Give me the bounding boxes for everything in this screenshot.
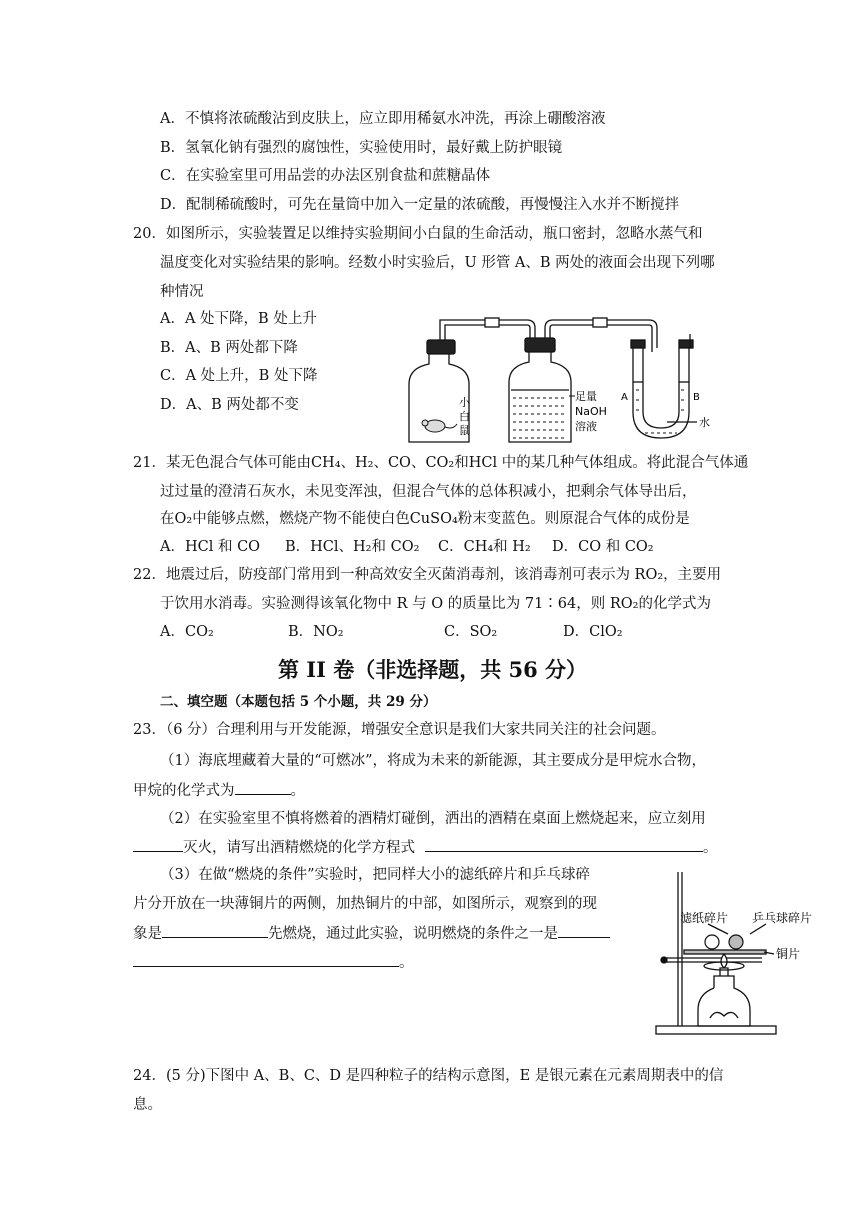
q20-stem-line3: 种情况 [160,284,204,300]
q23-blank-condition-a[interactable] [558,923,610,938]
q23-blank-ethanol-equation[interactable] [425,837,703,852]
mouse-icon [422,420,457,432]
q21-option-c: C．CH₄和 H₂ [438,539,531,555]
q23-part2-line1: （2）在实验室里不慎将燃着的酒精灯碰倒，洒出的酒精在桌面上燃烧起来，应立刻用 [160,811,706,827]
q23-blank-first-burn[interactable] [162,923,268,938]
q22-option-b: B．NO₂ [288,624,344,640]
q22-stem-line2: 于饮用水消毒。实验测得该氧化物中 R 与 O 的质量比为 71∶64，则 RO₂的化学式为 [160,596,711,612]
q19-option-c: C．在实验室里可用品尝的办法区别食盐和蔗糖晶体 [160,168,491,184]
q23-part3-end: 。 [399,955,414,971]
q23-part3-line1: （3）在做“燃烧的条件”实验时，把同样大小的滤纸碎片和乒乓球碎 [160,867,591,883]
q20-stem-line1: 20．如图所示，实验装置足以维持实验期间小白鼠的生命活动，瓶口密封，忽略水蒸气和 [133,226,703,242]
fig-label-b: B [693,392,700,403]
q23-part3-text-b: 先燃烧，通过此实验，说明燃烧的条件之一是 [268,926,558,942]
q23-intro: 23．（6 分）合理利用与开发能源，增强安全意识是我们大家共同关注的社会问题。 [133,722,666,738]
q20-option-b: B．A、B 两处都下降 [160,340,298,356]
q23-part1-line1: （1）海底埋藏着大量的“可燃冰”，将成为未来的新能源，其主要成分是甲烷水合物， [160,753,707,769]
fig-label-a: A [621,392,628,403]
q19-option-d: D．配制稀硫酸时，可先在量筒中加入一定量的浓硫酸，再慢慢注入水并不断搅拌 [160,197,680,213]
q20-option-c: C．A 处上升，B 处下降 [160,368,318,384]
section2-heading: 二、填空题（本题包括 5 个小题，共 29 分） [160,694,437,710]
fig-filter-paper-label: 滤纸碎片 [680,911,729,925]
q23-part1-line2 [133,780,305,801]
q23-part2-line2 [133,837,718,858]
q23-blank-methane-formula[interactable] [235,780,291,795]
q23-part3-text-a: 象是 [133,926,162,942]
fig-naoh-label-3: 溶液 [575,420,597,433]
q23-part1-end: 。 [290,783,305,799]
q20-option-d: D．A、B 两处都不变 [160,397,299,413]
q21-stem-line2: 过过量的澄清石灰水，未见变浑浊，但混合气体的总体积减小，把剩余气体导出后， [160,484,697,500]
q21-stem-line1: 21．某无色混合气体可能由CH₄、H₂、CO、CO₂和HCl 中的某几种气体组成。将此混合气体通 [133,455,749,471]
q22-stem-line1: 22．地震过后，防疫部门常用到一种高效安全灭菌消毒剂，该消毒剂可表示为 RO₂，主要用 [133,567,722,583]
fig-mouse-label-2: 白 [459,410,470,423]
q21-option-b: B．HCl、H₂和 CO₂ [285,539,420,555]
fig-naoh-label-1: 足量 [575,390,597,403]
q23-part2-end: 。 [703,840,718,856]
q23-blank-condition-b[interactable] [133,952,399,967]
q22-option-d: D．ClO₂ [563,624,623,640]
fig-naoh-label-2: NaOH [575,405,607,418]
fig-mouse-label-3: 鼠 [459,424,470,437]
q20-apparatus-figure [405,312,725,447]
q22-option-a: A．CO₂ [160,624,214,640]
part2-title: 第 II 卷（非选择题，共 56 分） [277,657,588,682]
fig-copper-label: 铜片 [776,947,801,961]
q21-stem-line3: 在O₂中能够点燃，燃烧产物不能使白色CuSO₄粉末变蓝色。则原混合气体的成份是 [160,511,690,527]
q23-part3-line4 [133,952,414,973]
q19-option-b: B．氢氧化钠有强烈的腐蚀性，实验使用时，最好戴上防护眼镜 [160,140,563,156]
filter-paper-icon [705,935,719,949]
q24-stem-line1: 24．(5 分)下图中 A、B、C、D 是四种粒子的结构示意图，E 是银元素在元素周期表中的信 [133,1068,724,1084]
q21-option-d: D．CO 和 CO₂ [552,539,654,555]
q23-combustion-figure [650,868,820,1038]
q23-part1-text: 甲烷的化学式为 [133,783,235,799]
q19-option-a: A．不慎将浓硫酸沾到皮肤上，应立即用稀氨水冲洗，再涂上硼酸溶液 [160,111,606,127]
q23-part2-text: 灭火，请写出酒精燃烧的化学方程式 [183,840,415,856]
fig-mouse-label-1: 小 [459,396,470,409]
q20-stem-line2: 温度变化对实验结果的影响。经数小时实验后，U 形管 A、B 两处的液面会出现下列哪 [160,255,715,271]
q22-option-c: C．SO₂ [444,624,498,640]
q23-part3-line2: 片分开放在一块薄铜片的两侧，加热铜片的中部，如图所示，观察到的现 [133,896,597,912]
q21-option-a: A．HCl 和 CO [160,539,261,555]
fig-water-label: 水 [699,416,710,429]
pingpong-piece-icon [729,935,743,949]
q23-part3-line3 [133,923,610,944]
q24-stem-line2: 息。 [133,1097,162,1113]
q20-option-a: A．A 处下降，B 处上升 [160,311,317,327]
q23-blank-extinguish-method[interactable] [133,837,183,852]
fig-pingpong-label: 乒乓球碎片 [752,911,813,925]
